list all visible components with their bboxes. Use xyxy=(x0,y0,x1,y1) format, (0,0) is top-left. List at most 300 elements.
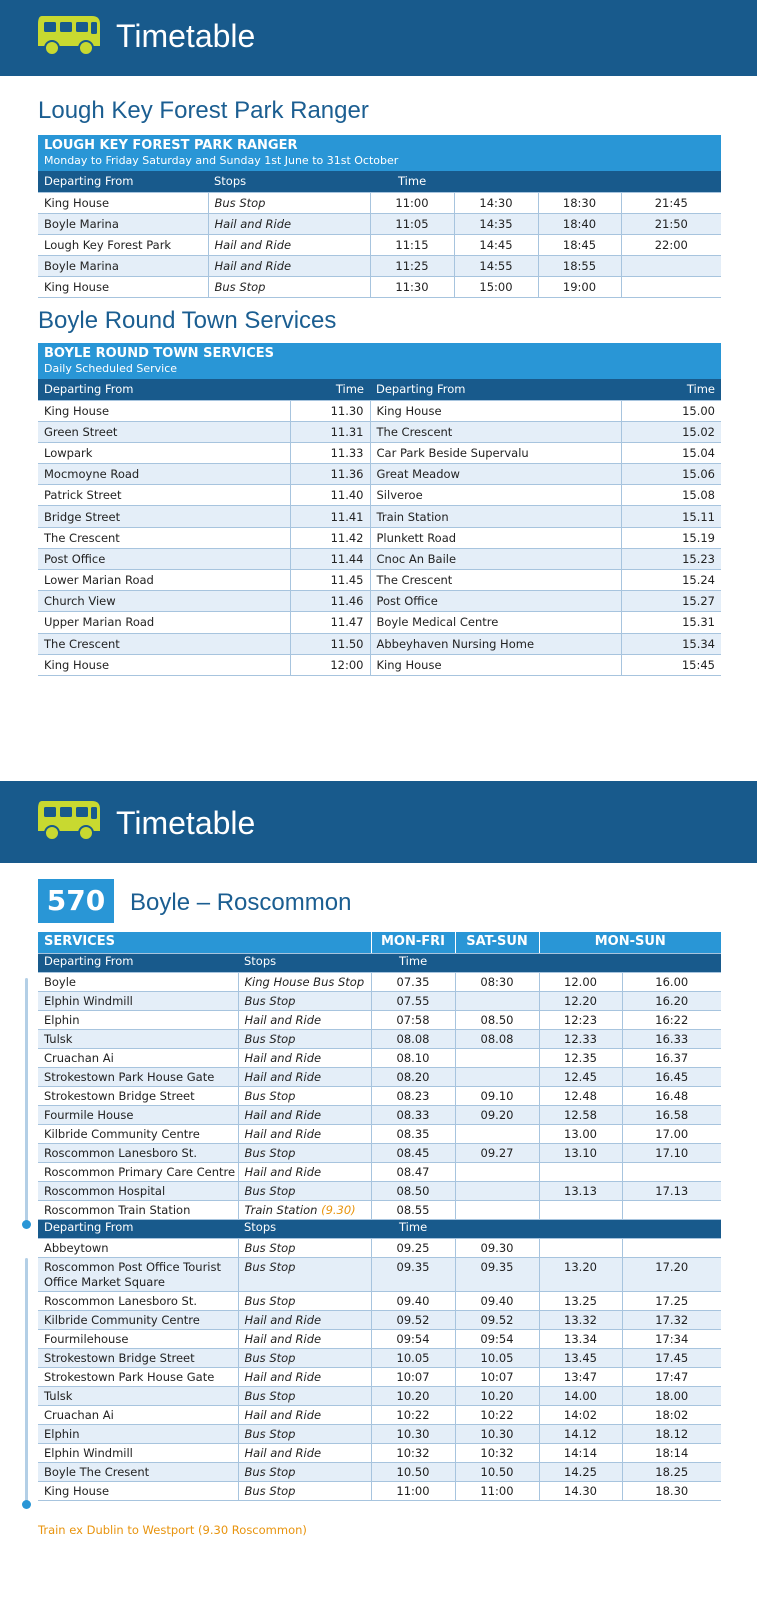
time-cell xyxy=(539,1162,622,1181)
time-cell xyxy=(455,1200,539,1219)
stop-type xyxy=(238,1257,371,1291)
stop-type-label: Train Station xyxy=(244,1202,318,1217)
stop-type-label: Bus Stop xyxy=(244,1350,296,1365)
column-time-blank xyxy=(455,1219,539,1238)
time-cell: 15.24 xyxy=(621,570,721,591)
stop-type-label: Bus Stop xyxy=(244,1031,296,1046)
table-row xyxy=(38,1162,721,1181)
stop-type-label: Hail and Ride xyxy=(244,1407,322,1422)
route-end-dot xyxy=(22,1220,31,1229)
place-name: Mocmoyne Road xyxy=(38,464,290,485)
time-cell: 10:07 xyxy=(371,1367,455,1386)
time-cell: 08.33 xyxy=(371,1105,455,1124)
time-cell: 15.11 xyxy=(621,506,721,527)
table-row xyxy=(38,485,721,506)
stop-type xyxy=(238,1405,371,1424)
stop-type-label: Bus Stop xyxy=(244,1145,296,1160)
ranger-table xyxy=(38,171,721,298)
place-name: Roscommon Lanesboro St. xyxy=(38,1143,238,1162)
table-row xyxy=(38,1238,721,1257)
stop-type-label: Bus Stop xyxy=(244,993,296,1008)
time-cell: 16.00 xyxy=(622,972,721,991)
table-row xyxy=(38,1200,721,1219)
stop-type-label: Bus Stop xyxy=(244,1293,296,1308)
stop-type-label: Bus Stop xyxy=(244,1426,296,1441)
time-cell: 11:05 xyxy=(370,213,454,234)
column-time: Time xyxy=(621,379,721,400)
place-name: Green Street xyxy=(38,421,290,442)
time-cell: 08.10 xyxy=(371,1048,455,1067)
table-row xyxy=(38,1348,721,1367)
table-row xyxy=(38,1029,721,1048)
table-row xyxy=(38,991,721,1010)
place-name: King House xyxy=(38,192,208,213)
stop-type xyxy=(238,1329,371,1348)
time-cell: 17.25 xyxy=(622,1291,721,1310)
stop-type-label: King House Bus Stop xyxy=(244,974,365,989)
time-cell: 11:00 xyxy=(370,192,454,213)
time-cell: 16.20 xyxy=(622,991,721,1010)
time-cell: 11:30 xyxy=(370,276,454,297)
roundtown-header xyxy=(38,343,721,379)
place-name: King House xyxy=(370,654,621,675)
table-row xyxy=(38,1086,721,1105)
stop-type xyxy=(238,1124,371,1143)
time-cell: 12.48 xyxy=(539,1086,622,1105)
stop-type-label: Bus Stop xyxy=(244,1464,296,1479)
table-row xyxy=(38,464,721,485)
route-footnote: Train ex Dublin to Westport (9.30 Roscommon) xyxy=(38,1523,307,1537)
stop-type-label: Bus Stop xyxy=(244,1483,296,1498)
time-cell: 14.00 xyxy=(539,1386,622,1405)
place-name: Lowpark xyxy=(38,442,290,463)
stop-type-label: Hail and Ride xyxy=(244,1445,322,1460)
stop-type: Bus Stop xyxy=(208,276,370,297)
time-cell: 09.52 xyxy=(455,1310,539,1329)
stop-type xyxy=(238,1443,371,1462)
time-cell: 16.48 xyxy=(622,1086,721,1105)
place-name: Fourmile House xyxy=(38,1105,238,1124)
time-cell: 11.41 xyxy=(290,506,370,527)
time-cell: 18.25 xyxy=(622,1462,721,1481)
time-cell: 12.20 xyxy=(539,991,622,1010)
stop-type xyxy=(238,1367,371,1386)
time-cell xyxy=(455,1181,539,1200)
time-cell: 17:47 xyxy=(622,1367,721,1386)
time-cell: 16.37 xyxy=(622,1048,721,1067)
time-cell: 18:55 xyxy=(538,255,621,276)
roundtown-header-subtitle: Daily Scheduled Service xyxy=(44,362,178,375)
banner-title: Timetable xyxy=(116,18,256,54)
time-cell: 18:02 xyxy=(622,1405,721,1424)
time-cell: 08.08 xyxy=(371,1029,455,1048)
table-row xyxy=(38,1067,721,1086)
time-cell: 16.45 xyxy=(622,1067,721,1086)
time-cell: 16.33 xyxy=(622,1029,721,1048)
roundtown-header-title: BOYLE ROUND TOWN SERVICES xyxy=(44,346,275,361)
stop-type-label: Hail and Ride xyxy=(244,1164,322,1179)
stop-type xyxy=(238,1291,371,1310)
time-cell xyxy=(622,1162,721,1181)
time-cell: 15.08 xyxy=(621,485,721,506)
place-name: Boyle xyxy=(38,972,238,991)
time-cell xyxy=(539,1200,622,1219)
time-cell: 09.35 xyxy=(371,1257,455,1291)
route-title: Boyle – Roscommon xyxy=(130,889,352,916)
table-row xyxy=(38,421,721,442)
time-cell: 14:14 xyxy=(539,1443,622,1462)
time-cell: 12:00 xyxy=(290,654,370,675)
table-row xyxy=(38,255,721,276)
time-cell: 15.23 xyxy=(621,548,721,569)
time-cell: 09.10 xyxy=(455,1086,539,1105)
place-name: Elphin Windmill xyxy=(38,991,238,1010)
stop-type xyxy=(238,1048,371,1067)
place-name: Roscommon Hospital xyxy=(38,1181,238,1200)
time-cell: 09.20 xyxy=(455,1105,539,1124)
column-stops: Stops xyxy=(238,953,371,972)
table-row xyxy=(38,1143,721,1162)
place-name: Abbeyhaven Nursing Home xyxy=(370,633,621,654)
table-row xyxy=(38,1105,721,1124)
stop-type xyxy=(238,1200,371,1219)
time-cell: 10:07 xyxy=(455,1367,539,1386)
time-cell: 13.25 xyxy=(539,1291,622,1310)
place-name: Boyle Marina xyxy=(38,213,208,234)
time-cell: 07.55 xyxy=(371,991,455,1010)
time-cell: 10:22 xyxy=(371,1405,455,1424)
stop-type-label: Hail and Ride xyxy=(244,1126,322,1141)
time-cell: 10:32 xyxy=(455,1443,539,1462)
time-cell: 11.30 xyxy=(290,400,370,421)
place-name: King House xyxy=(38,400,290,421)
time-cell xyxy=(455,991,539,1010)
time-cell: 11.46 xyxy=(290,591,370,612)
place-name: Tulsk xyxy=(38,1029,238,1048)
column-header-row xyxy=(38,953,721,972)
time-cell: 11.40 xyxy=(290,485,370,506)
stop-type xyxy=(238,1181,371,1200)
ranger-header xyxy=(38,135,721,171)
place-name: Strokestown Bridge Street xyxy=(38,1086,238,1105)
time-cell: 18.12 xyxy=(622,1424,721,1443)
time-cell: 10.50 xyxy=(455,1462,539,1481)
stop-type xyxy=(238,1086,371,1105)
column-time: Time xyxy=(370,171,721,192)
time-cell: 08.47 xyxy=(371,1162,455,1181)
time-cell: 12.58 xyxy=(539,1105,622,1124)
place-name: Kilbride Community Centre xyxy=(38,1310,238,1329)
stop-type xyxy=(238,1424,371,1443)
day-header-sat-sun: SAT-SUN xyxy=(455,932,539,953)
place-name: Elphin xyxy=(38,1424,238,1443)
time-cell: 18:45 xyxy=(538,234,621,255)
table-row xyxy=(38,548,721,569)
column-time-blank xyxy=(622,953,721,972)
stop-type xyxy=(238,1067,371,1086)
time-cell: 15:45 xyxy=(621,654,721,675)
place-name: Boyle The Cresent xyxy=(38,1462,238,1481)
time-cell: 18:14 xyxy=(622,1443,721,1462)
table-row xyxy=(38,570,721,591)
stop-type: Hail and Ride xyxy=(208,255,370,276)
time-cell: 17.10 xyxy=(622,1143,721,1162)
place-name: Lough Key Forest Park xyxy=(38,234,208,255)
time-cell: 12.45 xyxy=(539,1067,622,1086)
column-time: Time xyxy=(371,953,455,972)
time-cell: 17.13 xyxy=(622,1181,721,1200)
banner-title: Timetable xyxy=(116,805,256,841)
place-name: Elphin Windmill xyxy=(38,1443,238,1462)
time-cell: 15.34 xyxy=(621,633,721,654)
roundtown-column-header-row xyxy=(38,379,721,400)
place-name: Roscommon Train Station xyxy=(38,1200,238,1219)
time-cell: 15.02 xyxy=(621,421,721,442)
time-cell: 12.35 xyxy=(539,1048,622,1067)
table-row xyxy=(38,1386,721,1405)
time-cell: 11.42 xyxy=(290,527,370,548)
time-cell: 12:23 xyxy=(539,1010,622,1029)
stop-type xyxy=(238,1462,371,1481)
stop-type: Bus Stop xyxy=(208,192,370,213)
column-departing-from: Departing From xyxy=(38,171,208,192)
time-cell: 10:22 xyxy=(455,1405,539,1424)
time-cell: 15.04 xyxy=(621,442,721,463)
time-cell: 08.50 xyxy=(455,1010,539,1029)
timetable-banner xyxy=(0,0,757,76)
place-name: Post Office xyxy=(38,548,290,569)
stop-type-label: Hail and Ride xyxy=(244,1107,322,1122)
time-cell: 14:45 xyxy=(454,234,538,255)
stop-type xyxy=(238,1105,371,1124)
time-cell: 08:30 xyxy=(455,972,539,991)
time-cell: 13.13 xyxy=(539,1181,622,1200)
time-cell xyxy=(621,255,721,276)
time-cell: 14:55 xyxy=(454,255,538,276)
time-cell: 07:58 xyxy=(371,1010,455,1029)
place-name: Roscommon Primary Care Centre xyxy=(38,1162,238,1181)
time-cell: 22:00 xyxy=(621,234,721,255)
time-cell: 10.50 xyxy=(371,1462,455,1481)
bus-icon xyxy=(34,12,104,60)
table-row xyxy=(38,1424,721,1443)
time-cell: 11.50 xyxy=(290,633,370,654)
table-row xyxy=(38,527,721,548)
table-row xyxy=(38,1291,721,1310)
place-name: Train Station xyxy=(370,506,621,527)
time-cell: 11.36 xyxy=(290,464,370,485)
stop-type xyxy=(238,1310,371,1329)
time-cell: 11.45 xyxy=(290,570,370,591)
ranger-section-title: Lough Key Forest Park Ranger xyxy=(38,97,369,124)
table-row xyxy=(38,1048,721,1067)
time-cell: 08.50 xyxy=(371,1181,455,1200)
roundtown-section-title: Boyle Round Town Services xyxy=(38,307,337,334)
place-name: The Crescent xyxy=(370,570,621,591)
table-row xyxy=(38,1443,721,1462)
ranger-column-header-row xyxy=(38,171,721,192)
bus-icon xyxy=(34,797,104,845)
time-cell: 13.45 xyxy=(539,1348,622,1367)
ranger-header-title: LOUGH KEY FOREST PARK RANGER xyxy=(44,138,298,153)
stop-type xyxy=(238,991,371,1010)
place-name: Strokestown Park House Gate xyxy=(38,1067,238,1086)
time-cell: 14:30 xyxy=(454,192,538,213)
column-time-blank xyxy=(539,953,622,972)
place-name: The Crescent xyxy=(38,527,290,548)
place-name: Post Office xyxy=(370,591,621,612)
place-name: Silveroe xyxy=(370,485,621,506)
place-name: Elphin xyxy=(38,1010,238,1029)
time-cell: 11.31 xyxy=(290,421,370,442)
time-cell: 11:15 xyxy=(370,234,454,255)
time-cell xyxy=(455,1067,539,1086)
time-cell: 10.05 xyxy=(371,1348,455,1367)
place-name: Tulsk xyxy=(38,1386,238,1405)
time-cell: 09.52 xyxy=(371,1310,455,1329)
time-cell xyxy=(621,276,721,297)
time-cell: 09:54 xyxy=(455,1329,539,1348)
time-cell: 13.00 xyxy=(539,1124,622,1143)
time-cell: 09.40 xyxy=(455,1291,539,1310)
time-cell xyxy=(455,1048,539,1067)
stop-type-label: Bus Stop xyxy=(244,1088,296,1103)
table-row xyxy=(38,1257,721,1291)
time-cell: 12.33 xyxy=(539,1029,622,1048)
table-row xyxy=(38,654,721,675)
time-cell: 08.45 xyxy=(371,1143,455,1162)
time-cell: 14:35 xyxy=(454,213,538,234)
time-cell: 19:00 xyxy=(538,276,621,297)
time-cell: 09:54 xyxy=(371,1329,455,1348)
time-cell: 14.25 xyxy=(539,1462,622,1481)
place-name: King House xyxy=(38,276,208,297)
time-cell: 11.33 xyxy=(290,442,370,463)
stop-type-label: Hail and Ride xyxy=(244,1012,322,1027)
table-row xyxy=(38,234,721,255)
table-row xyxy=(38,400,721,421)
place-name: King House xyxy=(38,1481,238,1500)
time-cell: 11:25 xyxy=(370,255,454,276)
day-header-mon-sun: MON-SUN xyxy=(539,932,721,953)
roundtown-table xyxy=(38,379,721,676)
route-570-table xyxy=(38,932,721,1501)
time-cell: 10.05 xyxy=(455,1348,539,1367)
place-name: Plunkett Road xyxy=(370,527,621,548)
time-cell: 13.20 xyxy=(539,1257,622,1291)
stop-type-label: Hail and Ride xyxy=(244,1312,322,1327)
time-cell: 15:00 xyxy=(454,276,538,297)
table-row xyxy=(38,1462,721,1481)
time-cell: 09.27 xyxy=(455,1143,539,1162)
time-cell: 17.00 xyxy=(622,1124,721,1143)
column-departing-from: Departing From xyxy=(38,953,238,972)
time-cell: 11:00 xyxy=(371,1481,455,1500)
table-row xyxy=(38,972,721,991)
stop-type-label: Hail and Ride xyxy=(244,1069,322,1084)
place-name: Cruachan Ai xyxy=(38,1048,238,1067)
place-name: Boyle Medical Centre xyxy=(370,612,621,633)
time-cell: 14.30 xyxy=(539,1481,622,1500)
place-name: Kilbride Community Centre xyxy=(38,1124,238,1143)
time-cell: 08.35 xyxy=(371,1124,455,1143)
time-cell: 08.55 xyxy=(371,1200,455,1219)
time-cell: 13.32 xyxy=(539,1310,622,1329)
time-cell: 13:47 xyxy=(539,1367,622,1386)
time-cell: 18:40 xyxy=(538,213,621,234)
time-cell xyxy=(539,1238,622,1257)
stop-type: Hail and Ride xyxy=(208,234,370,255)
time-cell: 10:32 xyxy=(371,1443,455,1462)
time-cell: 18.30 xyxy=(622,1481,721,1500)
time-cell: 17.32 xyxy=(622,1310,721,1329)
place-name: King House xyxy=(370,400,621,421)
stop-type xyxy=(238,972,371,991)
time-cell: 18.00 xyxy=(622,1386,721,1405)
time-cell: 09.30 xyxy=(455,1238,539,1257)
time-cell: 21:45 xyxy=(621,192,721,213)
time-cell: 11.47 xyxy=(290,612,370,633)
time-cell: 10.20 xyxy=(455,1386,539,1405)
time-cell: 16:22 xyxy=(622,1010,721,1029)
stop-type-label: Hail and Ride xyxy=(244,1369,322,1384)
column-time-blank xyxy=(539,1219,622,1238)
column-departing-from: Departing From xyxy=(38,1219,238,1238)
stop-type-label: Hail and Ride xyxy=(244,1331,322,1346)
time-cell xyxy=(622,1200,721,1219)
column-departing-from: Departing From xyxy=(38,379,290,400)
place-name: Boyle Marina xyxy=(38,255,208,276)
time-cell: 08.23 xyxy=(371,1086,455,1105)
time-cell: 21:50 xyxy=(621,213,721,234)
place-name: Strokestown Park House Gate xyxy=(38,1367,238,1386)
services-label: SERVICES xyxy=(38,932,371,953)
place-name: The Crescent xyxy=(370,421,621,442)
time-cell xyxy=(455,1124,539,1143)
time-cell: 15.27 xyxy=(621,591,721,612)
time-cell: 09.40 xyxy=(371,1291,455,1310)
time-cell: 10.30 xyxy=(371,1424,455,1443)
route-end-dot xyxy=(22,1500,31,1509)
stop-type-label: Hail and Ride xyxy=(244,1050,322,1065)
place-name: The Crescent xyxy=(38,633,290,654)
stop-type xyxy=(238,1481,371,1500)
stop-type xyxy=(238,1162,371,1181)
time-cell: 12.00 xyxy=(539,972,622,991)
route-number-badge: 570 xyxy=(38,879,114,923)
route-rail-outbound xyxy=(25,978,28,1224)
column-stops: Stops xyxy=(208,171,370,192)
column-time: Time xyxy=(371,1219,455,1238)
table-row xyxy=(38,1481,721,1500)
time-cell: 10.30 xyxy=(455,1424,539,1443)
stop-type xyxy=(238,1386,371,1405)
table-row xyxy=(38,506,721,527)
time-cell: 11.44 xyxy=(290,548,370,569)
time-cell: 14.12 xyxy=(539,1424,622,1443)
table-row xyxy=(38,1124,721,1143)
table-row xyxy=(38,276,721,297)
stop-type-label: Bus Stop xyxy=(244,1240,296,1255)
services-header-row xyxy=(38,932,721,953)
place-name: King House xyxy=(38,654,290,675)
column-time-blank xyxy=(622,1219,721,1238)
time-cell: 15.06 xyxy=(621,464,721,485)
stop-type-label: Bus Stop xyxy=(244,1183,296,1198)
place-name: Abbeytown xyxy=(38,1238,238,1257)
stop-note: (9.30) xyxy=(321,1202,356,1217)
place-name: Car Park Beside Supervalu xyxy=(370,442,621,463)
